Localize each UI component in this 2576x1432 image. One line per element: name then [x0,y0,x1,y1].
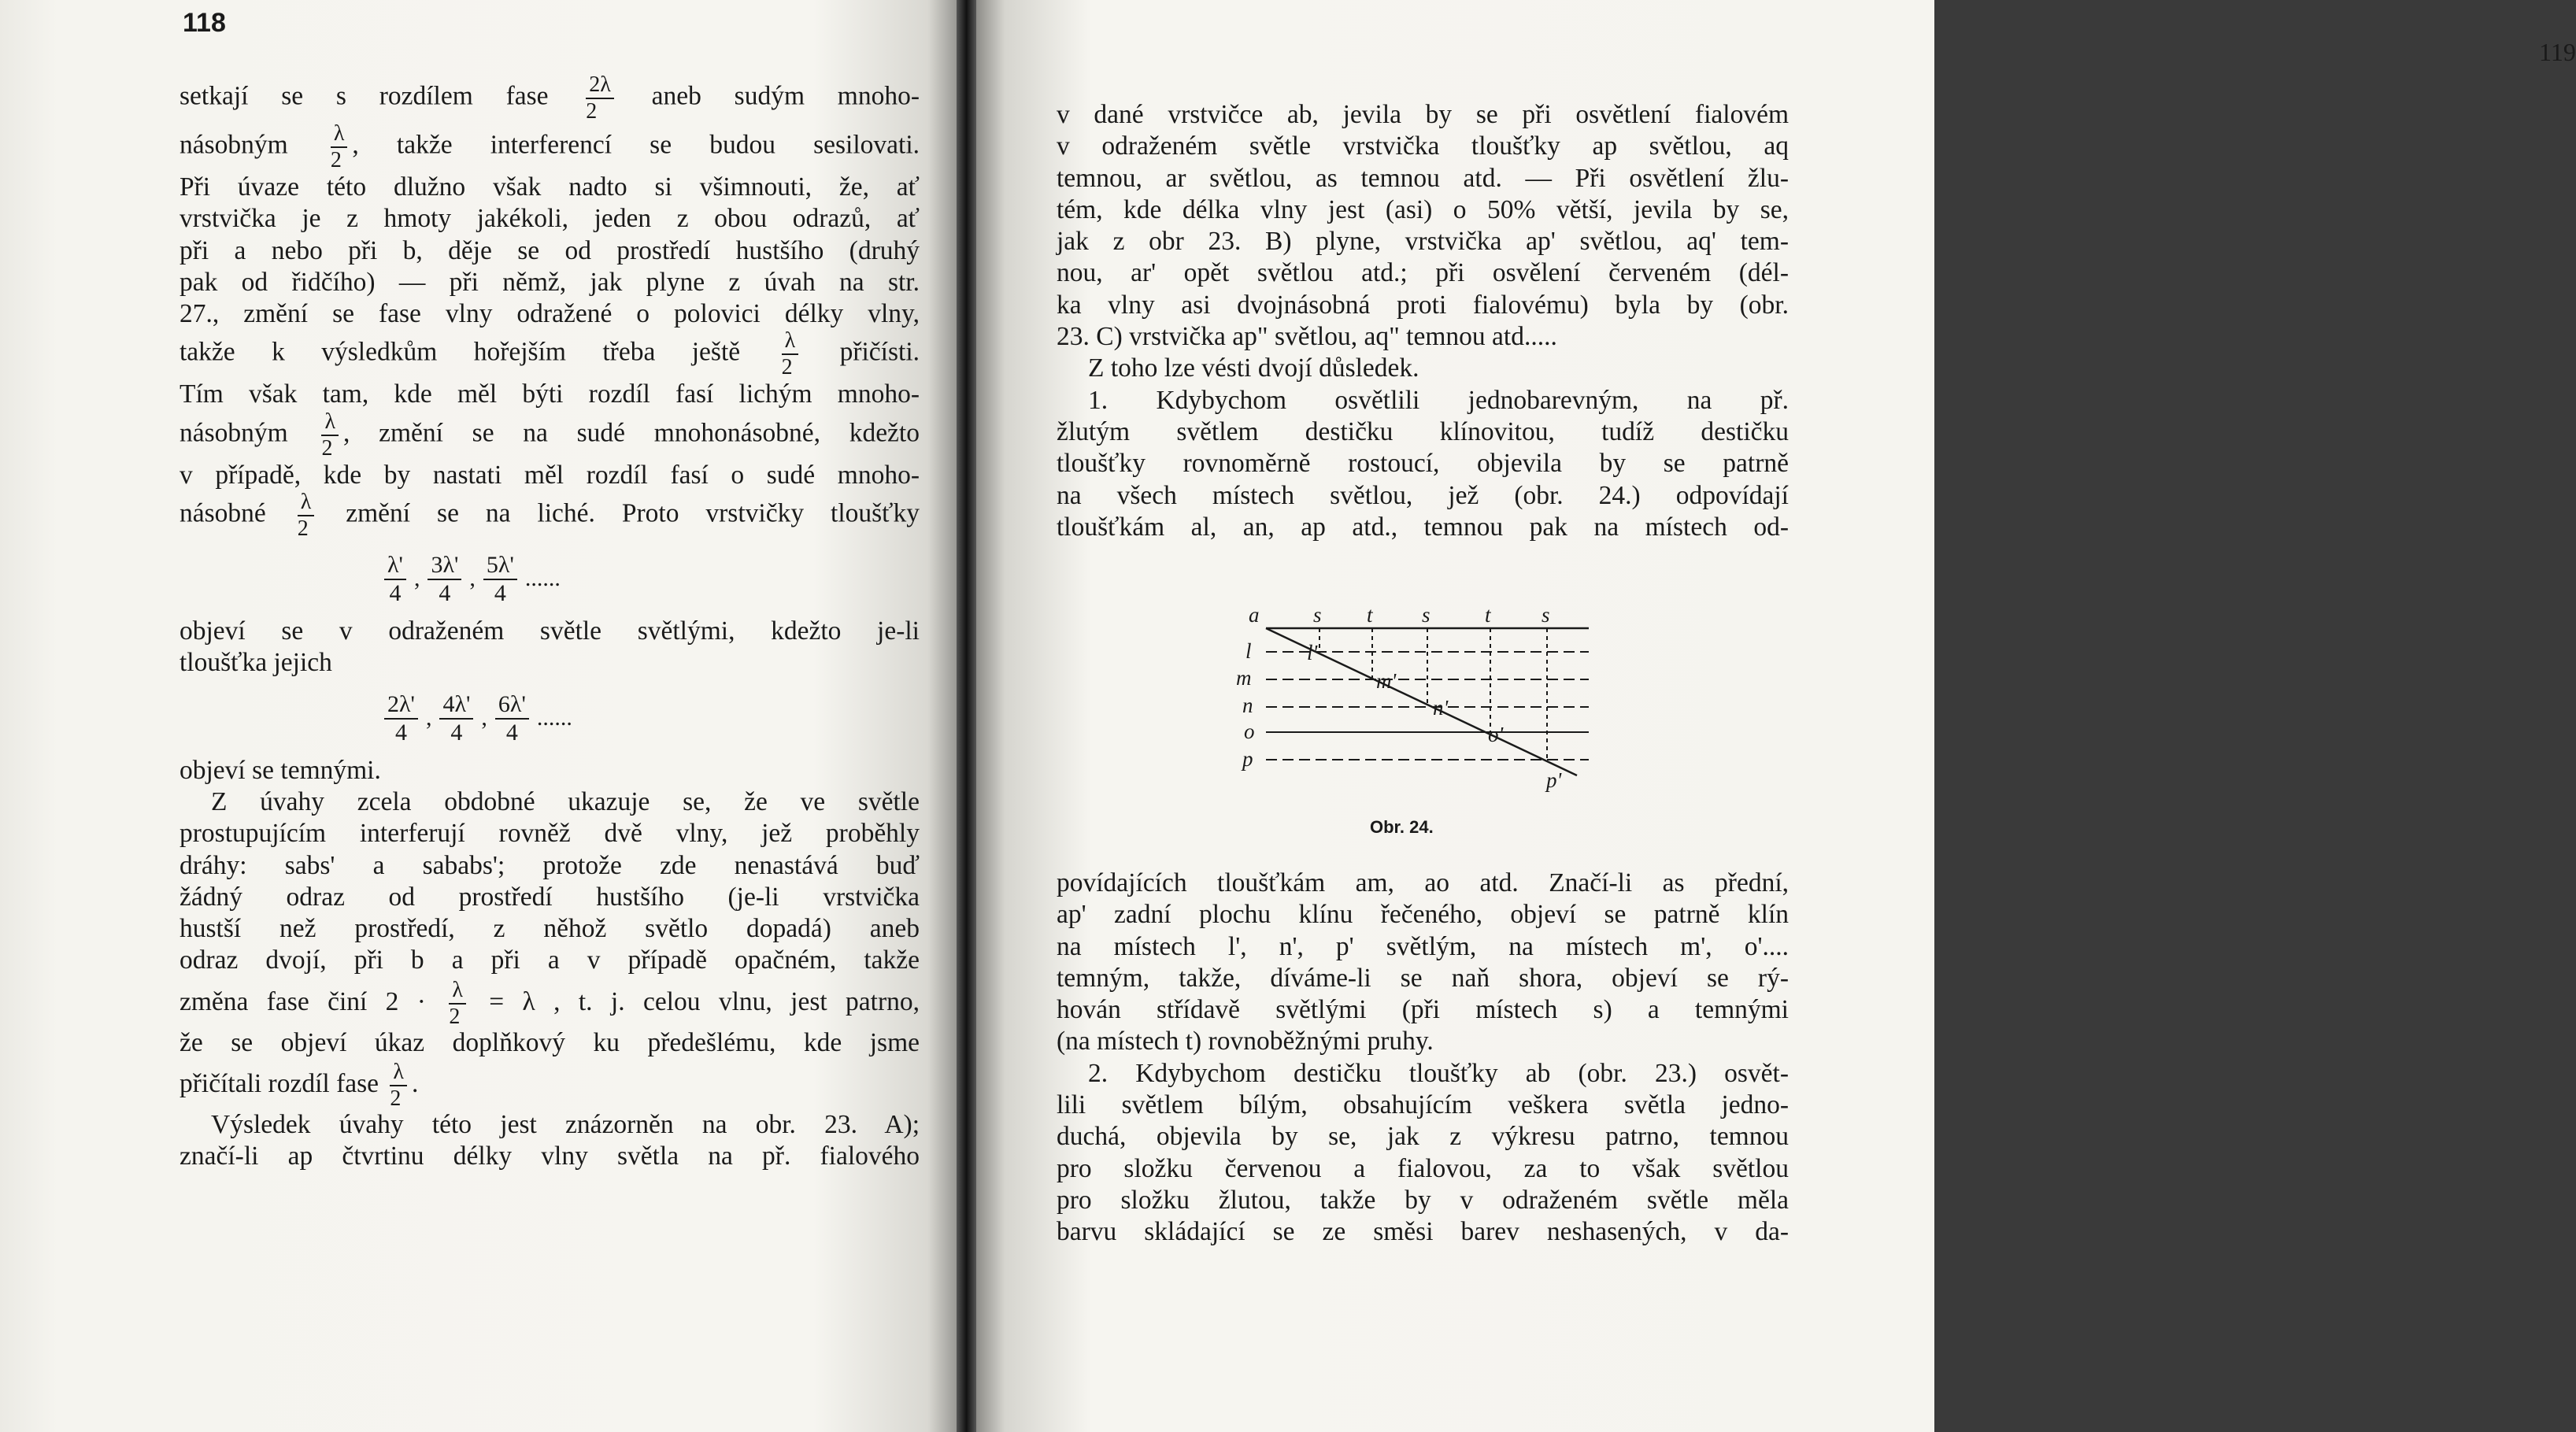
label-l-prime: l' [1307,641,1318,664]
comma: , [469,565,476,592]
label-s2: s [1422,603,1430,627]
fraction-series [180,679,920,755]
label-m: m [1236,666,1252,690]
page-number-left: 118 [183,8,226,38]
fraction [495,690,529,746]
text-line: na všech místech světlou, jež (obr. 24.) odpovídají [1057,480,1789,510]
fraction-denominator: 4 [505,719,518,746]
fraction-numerator: 3λ' [427,553,461,580]
text-line [180,491,920,540]
label-t2: t [1485,603,1491,627]
text-line: tloušťka jejich [180,648,332,678]
label-s3: s [1542,603,1550,627]
text-line: při a nebo při b, děje se od prostředí hustšího (druhý [180,235,920,265]
text-line: temnou, ar světlou, as temnou atd. — Při osvětlení žlu- [1057,163,1789,193]
text-line: povídajících tloušťkám am, ao atd. Značí-li as přední, [1057,868,1789,897]
fraction-numerator: 2λ' [384,693,418,720]
text-line: že se objeví úkaz doplňkový ku předešlému, kde jsme [180,1027,920,1057]
text-line [180,977,920,1030]
label-p-prime: p' [1546,768,1562,792]
figure-caption: Obr. 24. [1370,817,1434,837]
wedge-diagram-svg [1234,603,1589,803]
fraction [321,411,339,460]
fraction-series [180,540,920,616]
text-segment: aneb sudým mnoho- [618,81,920,111]
comma: , [425,704,432,731]
text-line: žlutým světlem destičku klínovitou, tudíž destičku [1057,416,1789,446]
text-line: hustší než prostředí, z něhož světlo dopadá) aneb [180,914,920,944]
text-line: ka vlny asi dvojnásobná proti fialovému) byla by (obr. [1057,290,1789,320]
fraction [298,491,315,540]
fraction-denominator: 2 [330,148,342,172]
fraction-denominator: 2 [321,435,333,461]
fraction-denominator: 2 [781,355,793,380]
text-line [180,123,920,172]
text-line: pro složku žlutou, takže by v odraženém světle měla [1057,1185,1789,1215]
comma: , [481,704,487,731]
fraction-denominator: 2 [390,1086,402,1112]
text-line: barvu skládající se ze směsi barev neshasených, v da- [1057,1217,1789,1247]
text-line: 1. Kdybychom osvětlili jednobarevným, na př. [1088,385,1789,415]
fraction-numerator: 6λ' [495,693,529,720]
text-line: tloušťky rovnoměrně rostoucí, objevila by se patrně [1057,449,1789,479]
text-segment: násobné [180,498,293,528]
fraction [331,123,348,172]
fraction-numerator: λ [390,1061,407,1086]
left-page [0,0,957,1432]
book-gutter [957,0,976,1432]
label-o: o [1244,720,1255,743]
fraction [782,330,799,379]
text-line: na místech l', n', p' světlým, na místech m', o'.... [1057,931,1789,961]
fraction-denominator: 2 [586,99,598,124]
text-line: Z toho lze vésti dvojí důsledek. [1088,353,1419,383]
text-line [180,74,920,123]
text-line: v dané vrstvičce ab, jevila by se při osvětlení fialovém [1057,100,1789,129]
fraction-numerator: λ [321,411,339,436]
text-line: ap' zadní plochu klínu řečeného, objeví se patrně klín [1057,900,1789,930]
text-line [180,1059,920,1112]
text-segment: setkají se s rozdílem fase [180,81,582,111]
fraction [483,553,517,605]
text-line [180,411,920,460]
text-line: dráhy: sabs' a sababs'; protože zde nenastává buď [180,850,920,880]
fraction-numerator: λ [782,330,799,355]
fraction [586,74,614,123]
text-line: v odraženém světle vrstvička tloušťky ap světlou, aq [1057,131,1789,161]
text-segment: násobným [180,130,326,160]
text-segment: . [411,1069,419,1099]
text-line: tém, kde délka vlny jest (asi) o 50% větší, jevila by se, [1057,194,1789,224]
text-segment: násobným [180,418,317,448]
text-segment: = λ , t. j. celou vlnu, jest patrno, [470,986,920,1016]
fraction-numerator: λ [331,123,348,148]
text-line: nou, ar' opět světlou atd.; při osvělení červeném (dél- [1057,258,1789,288]
text-line: prostupujícím interferují rovněž dvě vlny, jež proběhly [180,819,920,849]
fraction-denominator: 4 [389,580,402,607]
text-segment: přičísti. [803,338,920,368]
text-line: (na místech t) rovnoběžnými pruhy. [1057,1027,1434,1056]
text-line: hován střídavě světlými (při místech s) a temnými [1057,995,1789,1025]
text-line: Tím však tam, kde měl býti rozdíl fasí lichým mnoho- [180,379,920,409]
text-segment: změna fase činí 2 · [180,986,445,1016]
text-line: pro složku červenou a fialovou, za to však světlou [1057,1153,1789,1183]
text-line: objeví se temnými. [180,755,381,785]
fraction [384,553,406,605]
fraction [449,979,466,1028]
text-line: odraz dvojí, při b a při a v případě opačném, takže [180,945,920,975]
right-page-text-bottom [1057,868,1789,1249]
text-line: 2. Kdybychom destičku tloušťky ab (obr. 23.) osvět- [1088,1058,1789,1088]
text-segment: přičítali rozdíl fase [180,1069,386,1099]
fraction [427,553,461,605]
text-line: Výsledek úvahy této jest znázorněn na obr. 23. A); [211,1110,920,1140]
label-s1: s [1313,603,1322,627]
label-p: p [1242,747,1253,771]
text-line: jak z obr 23. B) plyne, vrstvička ap' světlou, aq' tem- [1057,227,1789,257]
text-line: značí-li ap čtvrtinu délky vlny světla na př. fialového [180,1142,920,1171]
text-line: žádný odraz od prostředí hustšího (je-li vrstvička [180,882,920,912]
fraction [384,690,418,746]
text-segment: takže k výsledkům hořejším třeba ještě [180,338,777,368]
label-m-prime: m' [1376,669,1397,693]
text-line: v případě, kde by nastati měl rozdíl fasí o sudé mnoho- [180,460,920,490]
fraction-denominator: 2 [297,516,309,542]
right-page-text-top [1057,99,1789,543]
label-a: a [1249,603,1260,627]
text-line: temným, takže, díváme-li se naň shora, objeví se rý- [1057,963,1789,993]
fraction-denominator: 4 [439,580,451,607]
text-line: pak od řidčího) — při němž, jak plyne z úvah na str. [180,267,920,297]
text-line: 23. C) vrstvička ap" světlou, aq" temnou atd..... [1057,322,1557,352]
fraction-numerator: λ [298,491,315,516]
text-line: lili světlem bílým, obsahujícím veškera světla jedno- [1057,1090,1789,1120]
left-page-text [180,74,920,1173]
label-o-prime: o' [1488,723,1504,746]
ellipsis: ...... [536,704,572,731]
comma: , [413,565,420,592]
text-line: objeví se v odraženém světle světlými, kdežto je-li [180,616,920,646]
fraction-denominator: 4 [450,719,463,746]
text-segment: , změní se na sudé mnohonásobné, kdežto [343,418,920,448]
fraction-denominator: 2 [449,1005,461,1030]
text-segment: , takže interferencí se budou sesilovati. [352,130,920,160]
label-n-prime: n' [1433,696,1449,720]
ellipsis: ...... [524,565,561,592]
fraction-denominator: 4 [494,580,506,607]
text-line: vrstvička je z hmoty jakékoli, jeden z obou odrazů, ať [180,204,920,234]
text-line [180,330,920,379]
fraction [439,690,473,746]
label-l: l [1245,639,1252,663]
page-number-right: 119 [2539,38,2576,66]
text-line: Při úvaze této dlužno však nadto si všimnouti, že, ať [180,172,920,202]
text-segment: změní se na liché. Proto vrstvičky tloušťky [319,498,920,528]
fraction-numerator: 4λ' [439,693,473,720]
text-line: tloušťkám al, an, ap atd., temnou pak na místech od- [1057,512,1789,542]
label-t1: t [1367,603,1373,627]
fraction-numerator: 5λ' [483,553,517,580]
fraction-denominator: 4 [394,719,407,746]
label-n: n [1242,694,1253,717]
text-line: Z úvahy zcela obdobné ukazuje se, že ve světle [211,786,920,816]
text-line: 27., změní se fase vlny odražené o polovici délky vlny, [180,299,920,329]
fraction-numerator: λ [449,979,466,1005]
fraction-numerator: 2λ [586,74,614,99]
figure-24-wedge-diagram [1234,603,1589,803]
fraction [390,1061,407,1110]
text-line: duchá, objevila by se, jak z výkresu patrno, temnou [1057,1122,1789,1152]
fraction-numerator: λ' [384,553,406,580]
